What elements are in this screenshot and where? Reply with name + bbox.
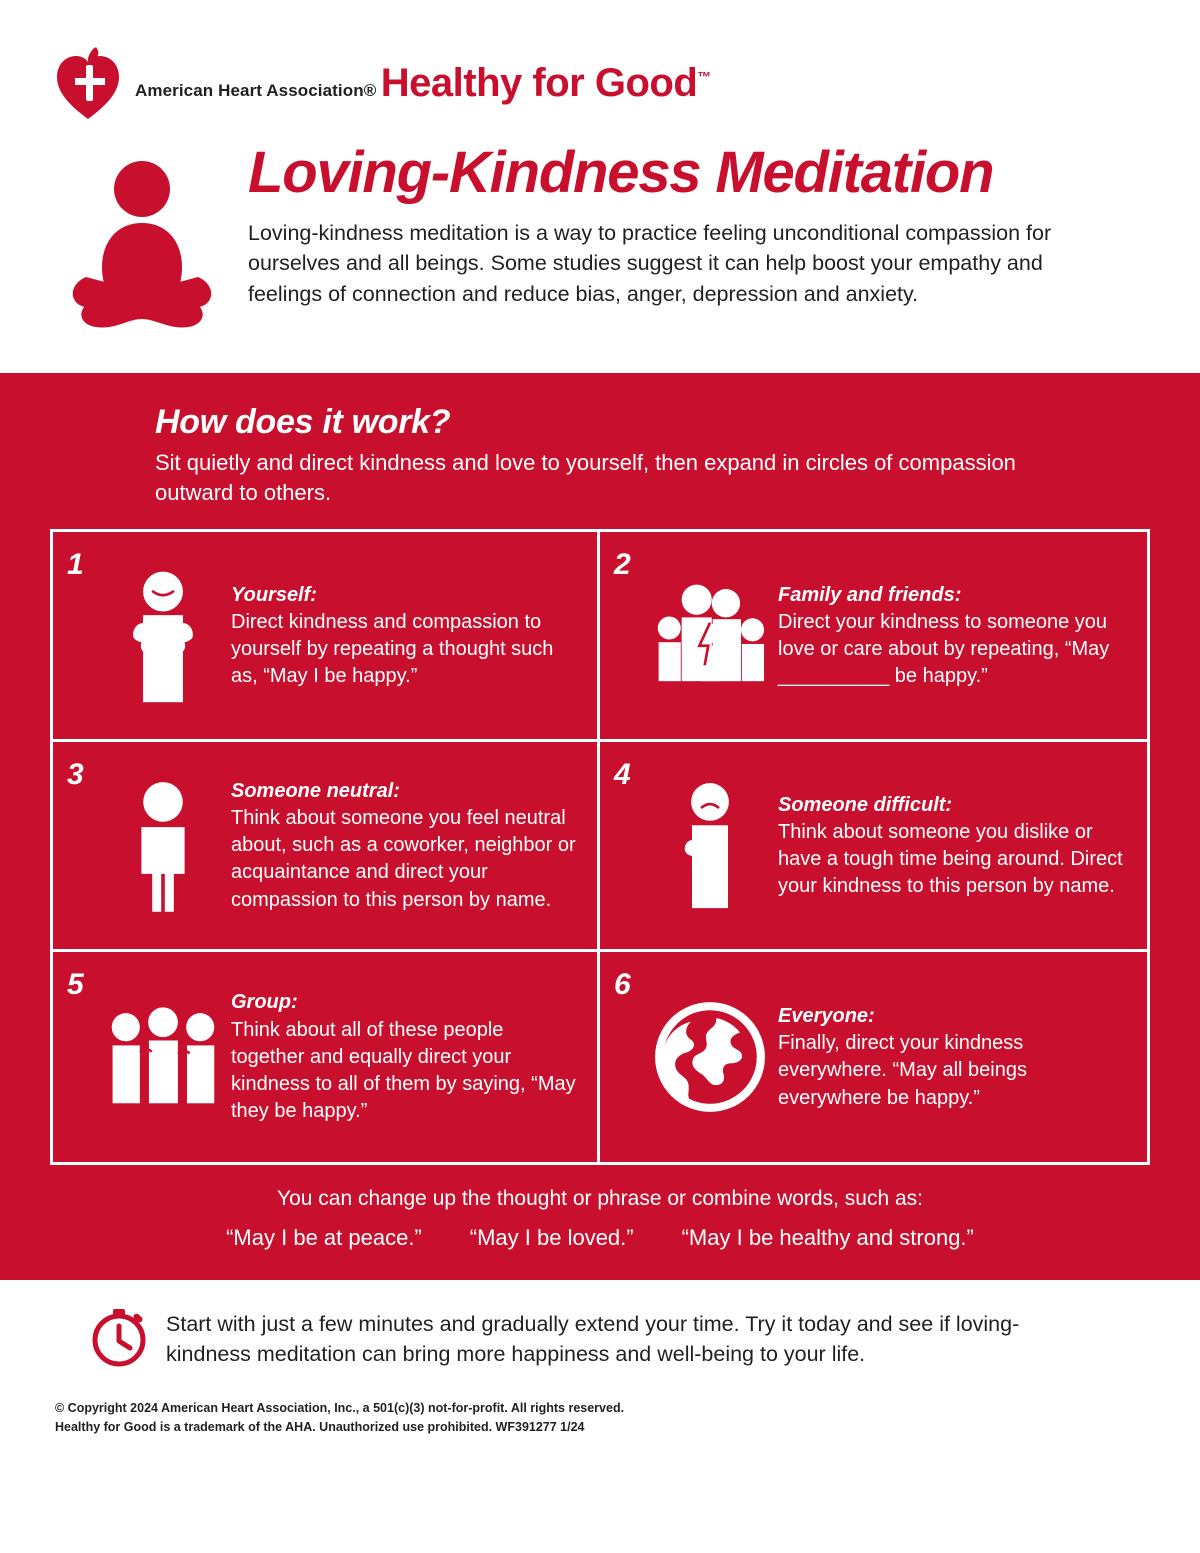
- step-body: Direct your kindness to someone you love or care about by repeating, “May __________ be happy.”: [778, 610, 1110, 688]
- step-body: Think about all of these people together and equally direct your kindness to all of them by saying, “May they be happy.”: [231, 1018, 576, 1123]
- step-number: 1: [67, 548, 84, 582]
- step-body: Think about someone you dislike or have a tough time being around. Direct your kindness to this person by name.: [778, 820, 1123, 898]
- step-description: [772, 582, 1129, 691]
- step-number: 4: [614, 758, 631, 792]
- step-number: 2: [614, 548, 631, 582]
- phrase-item: “May I be healthy and strong.”: [681, 1224, 974, 1250]
- aha-heart-torch-icon: [55, 45, 121, 121]
- step-description: [225, 778, 579, 914]
- step-card-4: [600, 742, 1147, 952]
- step-body: Direct kindness and compassion to yourself by repeating a thought such as, “May I be happy.”: [231, 610, 554, 688]
- step-number: 3: [67, 758, 84, 792]
- phrase-item: “May I be loved.”: [469, 1224, 634, 1250]
- three-people-icon: [101, 968, 225, 1146]
- footnote-section: [50, 1183, 1150, 1254]
- intro-paragraph: Loving-kindness meditation is a way to practice feeling unconditional compassion for ourselves and all beings. Some studies suggest it can help boost your empathy and feelings of connection and reduce bias, anger, depression and anxiety.: [248, 220, 1052, 306]
- closing-tip-text: Start with just a few minutes and gradually extend your time. Try it today and see if loving-kindness meditation can bring more happiness and well-being to your life.: [166, 1312, 1020, 1367]
- phrase-item: “May I be at peace.”: [226, 1224, 422, 1250]
- logo-org-name: American Heart Association®: [135, 81, 377, 100]
- step-card-5: [53, 952, 600, 1162]
- step-card-1: [53, 532, 600, 742]
- step-description: [772, 792, 1129, 901]
- stopwatch-icon: [88, 1306, 150, 1373]
- frowning-person-icon: [648, 758, 772, 933]
- step-label: Yourself:: [231, 583, 317, 606]
- step-number: 5: [67, 968, 84, 1002]
- copyright-block: [0, 1373, 1200, 1438]
- step-label: Someone difficult:: [778, 793, 953, 816]
- steps-grid: [50, 529, 1150, 1165]
- step-description: [225, 582, 579, 691]
- meditating-person-icon: [60, 143, 240, 347]
- step-body: Finally, direct your kindness everywhere. “May all beings everywhere be happy.”: [778, 1032, 1027, 1109]
- footnote-lead: You can change up the thought or phrase or combine words, such as:: [277, 1187, 923, 1211]
- step-description: [772, 1003, 1129, 1112]
- step-label: Group:: [231, 991, 298, 1014]
- trademark-mark: ™: [697, 68, 711, 85]
- step-body: Think about someone you feel neutral about, such as a coworker, neighbor or acquaintance and direct your compassion to this person by name.: [231, 807, 576, 911]
- logo-program-name: Healthy for Good™: [380, 61, 711, 105]
- closing-tip: [0, 1280, 1200, 1373]
- step-card-3: [53, 742, 600, 952]
- step-number: 6: [614, 968, 631, 1002]
- how-it-works-subheading: Sit quietly and direct kindness and love to yourself, then expand in circles of compassion outward to others.: [155, 450, 1016, 505]
- copyright-line-1: © Copyright 2024 American Heart Association, Inc., a 501(c)(3) not-for-profit. All rights reserved.: [55, 1400, 625, 1415]
- globe-icon: [648, 968, 772, 1146]
- step-label: Everyone:: [778, 1005, 875, 1027]
- how-it-works-heading: How does it work?: [155, 403, 451, 441]
- copyright-line-2: Healthy for Good is a trademark of the AHA. Unauthorized use prohibited. WF391277 1/24: [55, 1420, 585, 1435]
- phrase-list: [50, 1221, 1150, 1254]
- person-hugging-self-icon: [101, 548, 225, 723]
- logo-wordmark: [135, 62, 711, 104]
- family-group-icon: [648, 548, 772, 723]
- step-label: Family and friends:: [778, 583, 962, 606]
- step-description: [225, 989, 579, 1125]
- title-section: [0, 121, 1200, 347]
- step-label: Someone neutral:: [231, 779, 400, 802]
- step-card-2: [600, 532, 1147, 742]
- brand-logo: [0, 0, 1200, 121]
- single-person-icon: [101, 758, 225, 933]
- step-card-6: [600, 952, 1147, 1162]
- page-title: Loving-Kindness Meditation: [248, 140, 994, 205]
- how-it-works-panel: [0, 373, 1200, 1280]
